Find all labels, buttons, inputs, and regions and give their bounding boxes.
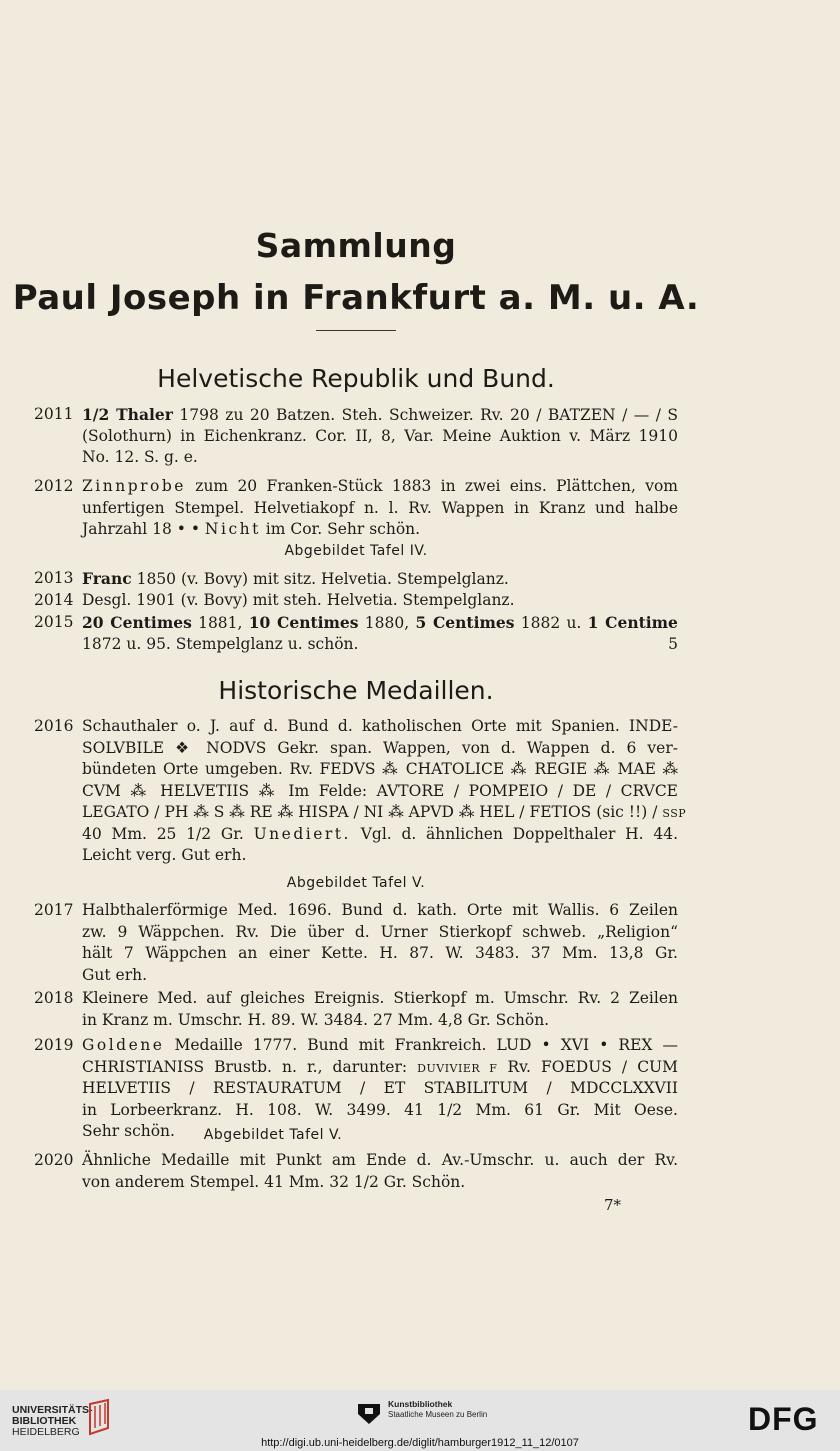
plate-reference: Abgebildet Tafel V. — [203, 1127, 343, 1143]
kunstbibliothek-label[interactable]: Kunstbibliothek Staatliche Museen zu Berlin — [388, 1399, 488, 1419]
lot-line: unfertigen Stempel. Helvetiakopf n. l. Rv. Wappen in Kranz und halbe — [82, 498, 678, 517]
lot-line: Leicht verg. Gut erh. — [82, 846, 247, 864]
lot-line: 1/2 Thaler 1798 zu 20 Batzen. Steh. Schweizer. Rv. 20 / BATZEN / — / S — [82, 405, 678, 424]
lot-line: 20 Centimes 1881, 10 Centimes 1880, 5 Centimes 1882 u. 1 Centime — [82, 613, 678, 632]
dfg-logo[interactable]: DFG — [748, 1401, 819, 1437]
lot-line: Schauthaler o. J. auf d. Bund d. katholischen Orte mit Spanien. INDE- — [82, 717, 678, 735]
lot-line: HELVETIIS / RESTAURATUM / ET STABILITUM / MDCCLXXVII — [82, 1079, 678, 1097]
collection-label: Sammlung — [255, 226, 457, 265]
ub-heidelberg-label[interactable]: UNIVERSITÄTS- BIBLIOTHEK HEIDELBERG — [12, 1404, 93, 1438]
collection-title: Paul Joseph in Frankfurt a. M. u. A. — [12, 278, 700, 318]
lot-line: zw. 9 Wäppchen. Rv. Die über d. Urner Stierkopf schweb. „Religion“ — [82, 922, 678, 941]
lot-line: Goldene Medaille 1777. Bund mit Frankreich. LUD • XVI • REX — — [82, 1036, 678, 1054]
plate-reference: Abgebildet Tafel IV. — [284, 543, 428, 559]
lot-entry-2013 — [34, 568, 678, 590]
lot-entry-2014 — [34, 590, 678, 612]
lot-line: SOLVBILE ❖ NODVS Gekr. span. Wappen, von d. Wappen d. 6 ver- — [82, 738, 678, 757]
lot-line: Sehr schön. — [82, 1122, 175, 1140]
lot-number: 2019 — [34, 1036, 74, 1054]
lot-line: Franc 1850 (v. Bovy) mit sitz. Helvetia. Stempelglanz. — [82, 569, 509, 588]
lot-line: LEGATO / PH ⁂ S ⁂ RE ⁂ HISPA / NI ⁂ APVD ⁂ HEL / FETIOS (sic !!) / SSP — [82, 803, 687, 821]
lot-line: (Solothurn) in Eichenkranz. Cor. II, 8, Var. Meine Auktion v. März 1910 — [82, 426, 678, 445]
lot-entry-2018 — [34, 988, 678, 1031]
section-heading-helvetische: Helvetische Republik und Bund. — [157, 364, 555, 393]
lot-line: in Lorbeerkranz. H. 108. W. 3499. 41 1/2 Mm. 61 Gr. Mit Oese. — [82, 1100, 678, 1119]
lot-line: Jahrzahl 18 • • Nicht im Cor. Sehr schön. — [82, 520, 421, 538]
lot-entry-2020 — [34, 1150, 678, 1193]
lot-number: 2015 — [34, 613, 74, 631]
kunstbibliothek-logo-icon[interactable] — [356, 1402, 382, 1426]
section-heading-historische: Historische Medaillen. — [218, 676, 494, 705]
lot-line: CHRISTIANISS Brustb. n. r., darunter: DUVIVIER F Rv. FOEDUS / CUM — [82, 1057, 678, 1076]
lot-line: von anderem Stempel. 41 Mm. 32 1/2 Gr. Schön. — [82, 1172, 466, 1191]
lot-entry-2016 — [34, 716, 687, 867]
signature-mark: 7* — [604, 1196, 622, 1214]
lot-number: 2012 — [34, 477, 74, 495]
lot-line: hält 7 Wäppchen an einer Kette. H. 87. W. 3483. 37 Mm. 13,8 Gr. — [82, 944, 678, 962]
lot-line: No. 12. S. g. e. — [82, 448, 198, 466]
lot-number: 2018 — [34, 989, 74, 1007]
lot-line: Zinnprobe zum 20 Franken-Stück 1883 in zwei eins. Plättchen, vom — [82, 477, 679, 495]
lot-number: 2011 — [34, 405, 74, 423]
lot-number: 2013 — [34, 569, 74, 587]
lot-line: CVM ⁂ HELVETIIS ⁂ Im Felde: AVTORE / POMPEIO / DE / CRVCE — [82, 781, 678, 800]
title-divider — [316, 330, 396, 331]
lot-entry-2017 — [34, 900, 678, 986]
lot-line: Desgl. 1901 (v. Bovy) mit steh. Helvetia. Stempelglanz. — [82, 591, 515, 609]
lot-line: bündeten Orte umgeben. Rv. FEDVS ⁂ CHATOLICE ⁂ REGIE ⁂ MAE ⁂ — [82, 760, 678, 778]
lot-number: 2016 — [34, 717, 74, 735]
lot-line: Gut erh. — [82, 965, 148, 984]
lot-line: Halbthalerförmige Med. 1696. Bund d. kath. Orte mit Wallis. 6 Zeilen — [82, 901, 678, 919]
permalink-url[interactable]: http://digi.ub.uni-heidelberg.de/diglit/hamburger1912_11_12/0107 — [261, 1437, 579, 1449]
lot-line: Ähnliche Medaille mit Punkt am Ende d. Av.-Umschr. u. auch der Rv. — [82, 1151, 678, 1169]
lot-line: in Kranz m. Umschr. H. 89. W. 3484. 27 Mm. 4,8 Gr. Schön. — [82, 1010, 550, 1029]
margin-number: 5 — [668, 634, 678, 653]
ub-heidelberg-logo-icon[interactable] — [86, 1398, 116, 1438]
lot-line: Kleinere Med. auf gleiches Ereignis. Stierkopf m. Umschr. Rv. 2 Zeilen — [82, 989, 678, 1007]
lot-number: 2020 — [34, 1151, 74, 1169]
lot-entry-2012 — [34, 476, 678, 541]
lot-denomination: 1/2 Thaler — [82, 405, 173, 424]
lot-number: 2017 — [34, 901, 74, 919]
lot-number: 2014 — [34, 591, 74, 609]
lot-line: 40 Mm. 25 1/2 Gr. Unediert. Vgl. d. ähnlichen Doppelthaler H. 44. — [82, 824, 678, 843]
plate-reference: Abgebildet Tafel V. — [286, 875, 426, 891]
lot-entry-2015 — [34, 612, 678, 655]
lot-line: 1872 u. 95. Stempelglanz u. schön. 5 — [82, 634, 678, 656]
lot-entry-2011 — [34, 404, 678, 469]
